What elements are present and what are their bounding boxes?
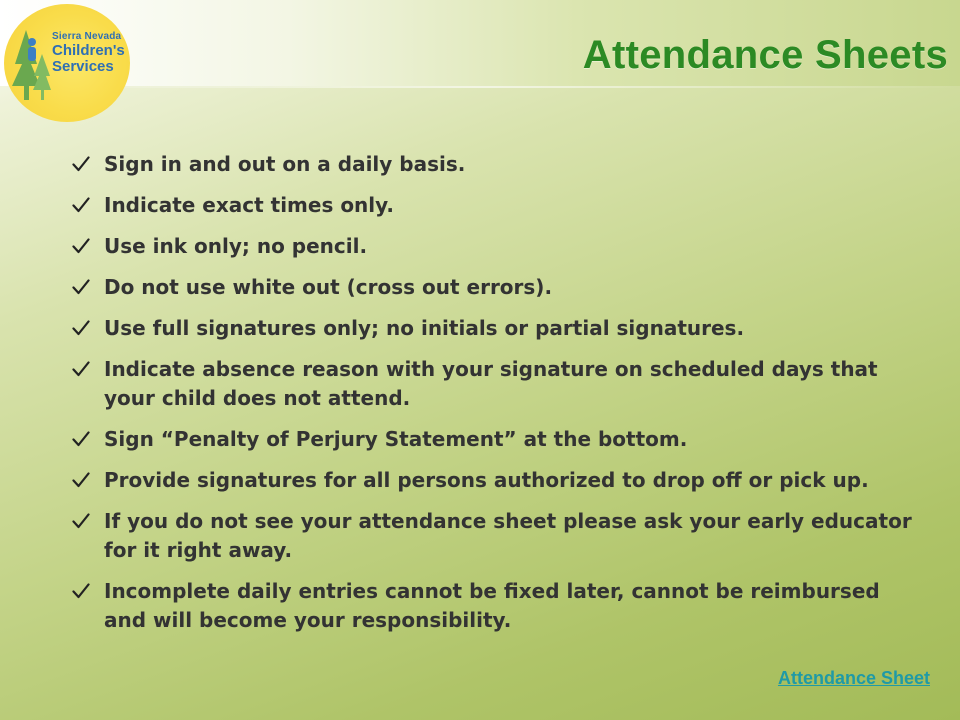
checklist-item-text: Indicate absence reason with your signature on scheduled days that your child does not attend.	[104, 357, 878, 410]
checklist-item	[72, 355, 922, 413]
checklist-item-text: Use full signatures only; no initials or partial signatures.	[104, 316, 745, 340]
checklist-item-text: Use ink only; no pencil.	[104, 234, 368, 258]
checklist-item	[72, 150, 922, 179]
logo	[0, 2, 134, 124]
checklist-item-text: Indicate exact times only.	[104, 193, 394, 217]
checklist-item	[72, 577, 922, 635]
checkmark-icon	[72, 320, 90, 336]
checklist-item	[72, 507, 922, 565]
checkmark-icon	[72, 279, 90, 295]
logo-line-1: Sierra Nevada	[52, 31, 122, 42]
logo-line-3: Services	[52, 58, 114, 75]
logo-line-2: Children's	[52, 42, 125, 59]
checklist-item-text: If you do not see your attendance sheet please ask your early educator for it right away.	[104, 509, 912, 562]
checkmark-icon	[72, 583, 90, 599]
checkmark-icon	[72, 472, 90, 488]
page-title: Attendance Sheets	[582, 33, 948, 77]
checklist	[72, 150, 922, 647]
checklist-item-text: Sign “Penalty of Perjury Statement” at the bottom.	[104, 427, 688, 451]
checklist-item-text: Sign in and out on a daily basis.	[104, 152, 466, 176]
checklist-item	[72, 273, 922, 302]
checkmark-icon	[72, 431, 90, 447]
checkmark-icon	[72, 361, 90, 377]
header-divider	[0, 86, 960, 88]
checkmark-icon	[72, 156, 90, 172]
checklist-item-text: Do not use white out (cross out errors).	[104, 275, 553, 299]
attendance-sheet-link[interactable]: Attendance Sheet	[777, 668, 930, 688]
checklist-item-text: Incomplete daily entries cannot be fixed later, cannot be reimbursed and will become your responsibility.	[104, 579, 880, 632]
checkmark-icon	[72, 513, 90, 529]
checklist-item	[72, 425, 922, 454]
checkmark-icon	[72, 197, 90, 213]
checklist-item-text: Provide signatures for all persons authorized to drop off or pick up.	[104, 468, 869, 492]
checklist-item	[72, 466, 922, 495]
checklist-item	[72, 314, 922, 343]
checklist-item	[72, 191, 922, 220]
checklist-item	[72, 232, 922, 261]
checkmark-icon	[72, 238, 90, 254]
logo-wordmark	[52, 32, 125, 74]
